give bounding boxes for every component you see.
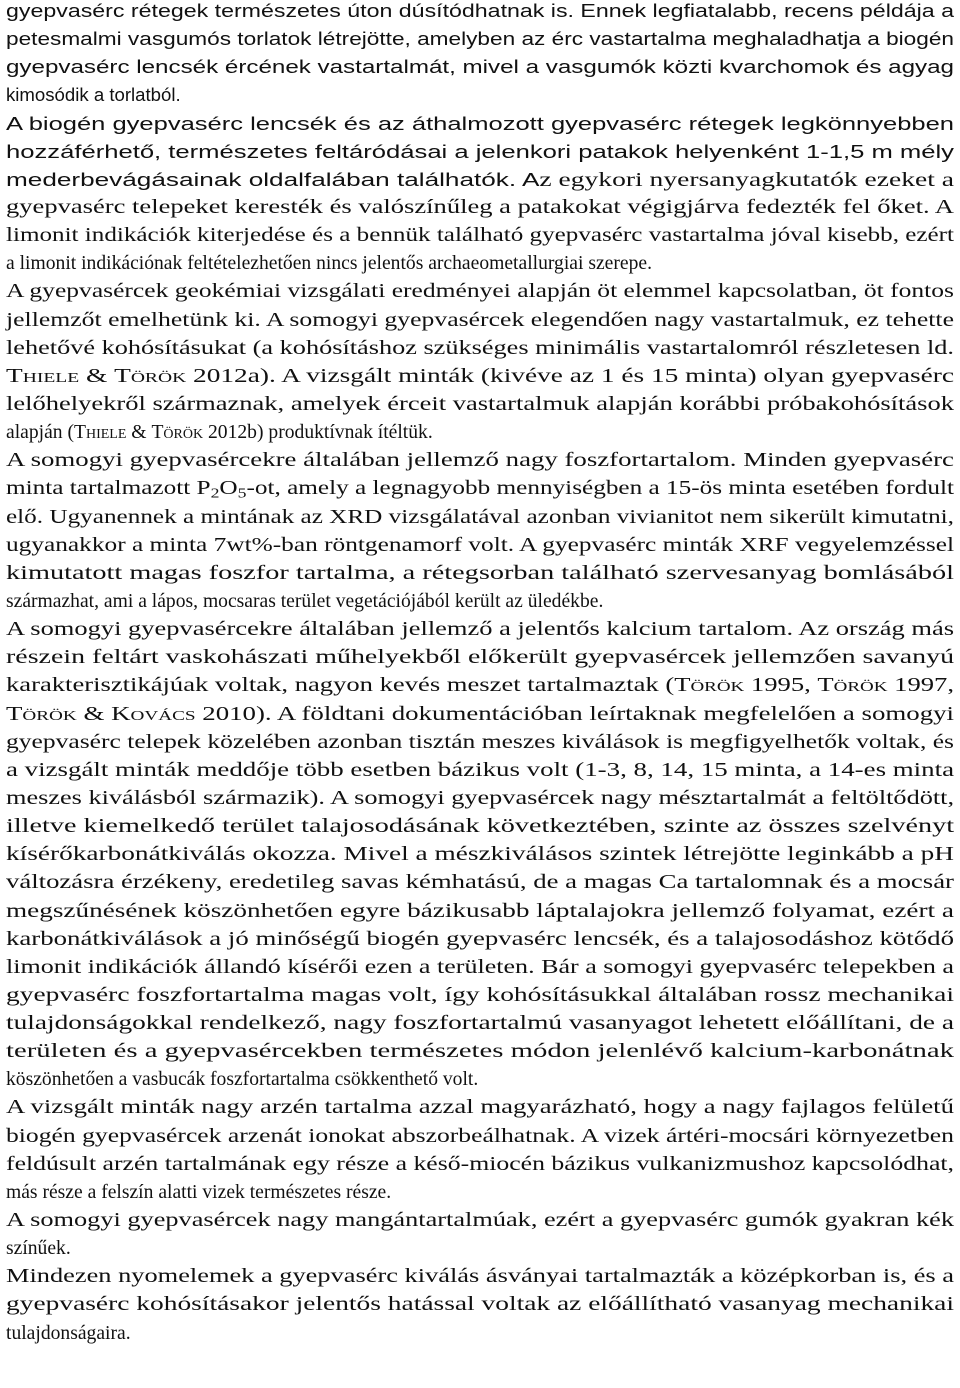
text-line-content: gyepvasérc rétegek természetes úton dúsítódhatnak is. Ennek legfiatalabb, recens példája a <box>6 0 954 21</box>
text-line <box>6 1179 954 1207</box>
text-line <box>6 307 954 335</box>
text-line-content: megszűnésének köszönhetően egyre bázikusabb láptalajokra jellemző folyamat, ezért a <box>6 900 954 922</box>
text-line-content: változásra érzékeny, eredetileg savas kémhatású, de a magas Ca tartalomnak és a mocsár <box>6 872 954 894</box>
text-line <box>6 335 954 363</box>
text-line <box>6 560 954 588</box>
text-line-content: Thiele & Török 2012a). A vizsgált minták (kivéve az 1 és 15 minta) olyan gyepvasérc <box>6 365 955 387</box>
text-line <box>6 166 954 194</box>
text-line-content: lelőhelyekről származnak, amelyek érceit vastartalmuk alapján korábbi próbakohósítások <box>6 393 954 415</box>
text-line-content: részein feltárt vaskohászati műhelyekből előkerült gyepvasércek jellemzően savanyú <box>6 647 955 669</box>
text-line-content: a vizsgált minták meddője több esetben bázikus volt (1-3, 8, 14, 15 minta, a 14-es minta <box>6 759 955 781</box>
text-line-content: karbonátkiválások a jó minőségű biogén gyepvasérc lencsék, és a talajosodáshoz kötődő <box>6 928 954 950</box>
text-line <box>6 1320 954 1348</box>
text-line <box>6 0 954 25</box>
text-line-content: A vizsgált minták nagy arzén tartalma azzal magyarázható, hogy a nagy fajlagos felületű <box>6 1097 954 1119</box>
text-line <box>6 616 954 644</box>
text-line-content: limonit indikációk kiterjedése és a bennük található gyepvasérc vastartalma jóval kisebb, ezért <box>6 225 955 247</box>
text-line-content: Török & Kovács 2010). A földtani dokumentációban leírtaknak megfelelően a somogyi <box>6 703 955 725</box>
text-line-content: gyepvasérc lencsék ércének vastartalmát, mivel a vasgumók közti kvarchomok és agyag <box>6 56 954 78</box>
text-line <box>6 954 954 982</box>
text-line <box>6 391 954 419</box>
text-line-content: A somogyi gyepvasércek nagy mangántartalmúak, ezért a gyepvasérc gumók gyakran kék <box>6 1210 954 1232</box>
text-line-content: meszes kiválásból származik). A somogyi gyepvasércek nagy mésztartalmát a feltöltődött, <box>6 787 955 809</box>
text-line-content: A somogyi gyepvasércekre általában jellemző a jelentős kalcium tartalom. Az ország más <box>6 619 955 641</box>
text-line <box>6 278 954 306</box>
text-line-content: alapján (Thiele & Török 2012b) produktívnak ítéltük. <box>6 422 433 444</box>
text-line <box>6 53 954 81</box>
text-line-content: A biogén gyepvasérc lencsék és az áthalmozott gyepvasérc rétegek legkönnyebben <box>6 112 955 134</box>
text-line-content: köszönhetően a vasbucák foszfortartalma csökkenthető volt. <box>6 1069 479 1091</box>
text-line-content: kimosódik a torlatból. <box>6 84 181 106</box>
text-line-content: A gyepvasércek geokémiai vizsgálati eredményei alapján öt elemmel kapcsolatban, öt fontos <box>6 281 954 303</box>
text-line <box>6 1235 954 1263</box>
text-line <box>6 982 954 1010</box>
text-line <box>6 1038 954 1066</box>
text-line <box>6 869 954 897</box>
text-line <box>6 363 954 391</box>
text-line <box>6 701 954 729</box>
body-text <box>6 0 954 1348</box>
text-line-content: származhat, ami a lápos, mocsaras terület vegetációjából került az üledékbe. <box>6 590 604 612</box>
text-line-content: kísérőkarbonátkiválás okozza. Mivel a mészkiválásos szintek létrejötte leginkább a pH <box>6 844 955 866</box>
text-line-content: tulajdonságaira. <box>6 1322 131 1344</box>
text-line-content: minta tartalmazott $P_2O_5-ot$, amely a legnagyobb mennyiségben a 15-ös minta esetében fordult <box>6 478 954 501</box>
text-line <box>6 1291 954 1319</box>
text-line-content: ugyanakkor a minta 7wt%-ban röntgenamorf volt. A gyepvasérc minták XRF vegyelemzéssel <box>6 534 955 556</box>
text-line <box>6 1123 954 1151</box>
text-line <box>6 1094 954 1122</box>
text-line <box>6 138 954 166</box>
text-line-content: gyepvasérc foszfortartalma magas volt, így kohósításukkal általában rossz mechanikai <box>6 984 954 1006</box>
text-line <box>6 81 954 109</box>
text-line-content: hozzáférhető, természetes feltáródásai a jelenkori patakok helyenként 1-1,5 m mély <box>6 140 954 162</box>
text-line <box>6 841 954 869</box>
text-line-content: biogén gyepvasércek arzenát ionokat abszorbeálhatnak. A vizek ártéri-mocsári környezetben <box>6 1125 954 1147</box>
text-line-content: gyepvasérc telepek közelében azonban tisztán meszes kiválások is megfigyelhetők voltak, és <box>6 731 954 753</box>
text-line-content: limonit indikációk állandó kísérői ezen a területen. Bár a somogyi gyepvasérc telepekben a <box>6 956 954 978</box>
text-line <box>6 447 954 475</box>
text-line <box>6 757 954 785</box>
text-line <box>6 926 954 954</box>
text-line-content: petesmalmi vasgumós torlatok létrejötte, amelyben az érc vastartalma meghaladhatja a biogén <box>6 28 954 50</box>
text-line <box>6 672 954 700</box>
text-line-content: a limonit indikációnak feltételezhetően nincs jelentős archaeometallurgiai szerepe. <box>6 253 652 275</box>
text-line-content: kimutatott magas foszfor tartalma, a rétegsorban található szervesanyag bomlásából <box>6 562 955 584</box>
text-line <box>6 1207 954 1235</box>
text-line <box>6 1151 954 1179</box>
text-line-content: területen és a gyepvasércekben természetes módon jelenlévő kalcium-karbonátnak <box>6 1041 954 1063</box>
text-line <box>6 475 954 503</box>
text-line <box>6 785 954 813</box>
text-line-content: jellemzőt emelhetünk ki. A somogyi gyepvasércek elegendően nagy vastartalmuk, ez tehette <box>6 309 955 331</box>
text-line-content: lehetővé kohósításukat (a kohósításhoz szükséges minimális vastartalomról részletesen ld. <box>6 337 955 359</box>
text-line <box>6 504 954 532</box>
text-line <box>6 898 954 926</box>
text-line-content: A somogyi gyepvasércekre általában jellemző nagy foszfortartalom. Minden gyepvasérc <box>6 450 954 472</box>
text-line <box>6 588 954 616</box>
text-line-content: feldúsult arzén tartalmának egy része a késő-miocén bázikus vulkanizmushoz kapcsolódhat, <box>6 1153 954 1175</box>
text-line <box>6 729 954 757</box>
text-line <box>6 419 954 447</box>
text-line-content: illetve kiemelkedő terület talajosodásának következtében, szinte az összes szelvényt <box>6 816 955 838</box>
text-line <box>6 250 954 278</box>
text-line-content: színűek. <box>6 1238 71 1260</box>
text-line-content: elő. Ugyanennek a mintának az XRD vizsgálatával azonban vivianitot nem sikerült kimutatni, <box>6 506 954 528</box>
text-line <box>6 110 954 138</box>
text-line-content: mederbevágásainak oldalfalában találhatók. Az egykori nyersanyagkutatók ezeket a <box>6 168 954 191</box>
text-line <box>6 1263 954 1291</box>
text-line <box>6 1010 954 1038</box>
text-line-content: tulajdonságokkal rendelkező, nagy foszfortartalmú vasanyagot lehetett előállítani, de a <box>6 1013 955 1035</box>
text-line-content: más része a felszín alatti vizek természetes része. <box>6 1181 392 1203</box>
text-line-content: Mindezen nyomelemek a gyepvasérc kiválás ásványai tartalmazták a középkorban is, és a <box>6 1266 955 1288</box>
text-line <box>6 222 954 250</box>
text-line-content: karakterisztikájúak voltak, nagyon kevés meszet tartalmaztak (Török 1995, Török 1997, <box>6 675 954 697</box>
text-line <box>6 1066 954 1094</box>
text-line <box>6 644 954 672</box>
text-line <box>6 813 954 841</box>
text-line <box>6 194 954 222</box>
text-line-content: gyepvasérc kohósításakor jelentős hatással voltak az előállítható vasanyag mechanikai <box>6 1294 954 1316</box>
text-line-content: gyepvasérc telepeket keresték és valószínűleg a patakokat végigjárva fedezték fel őket. A <box>6 196 954 218</box>
text-line <box>6 532 954 560</box>
text-line <box>6 25 954 53</box>
